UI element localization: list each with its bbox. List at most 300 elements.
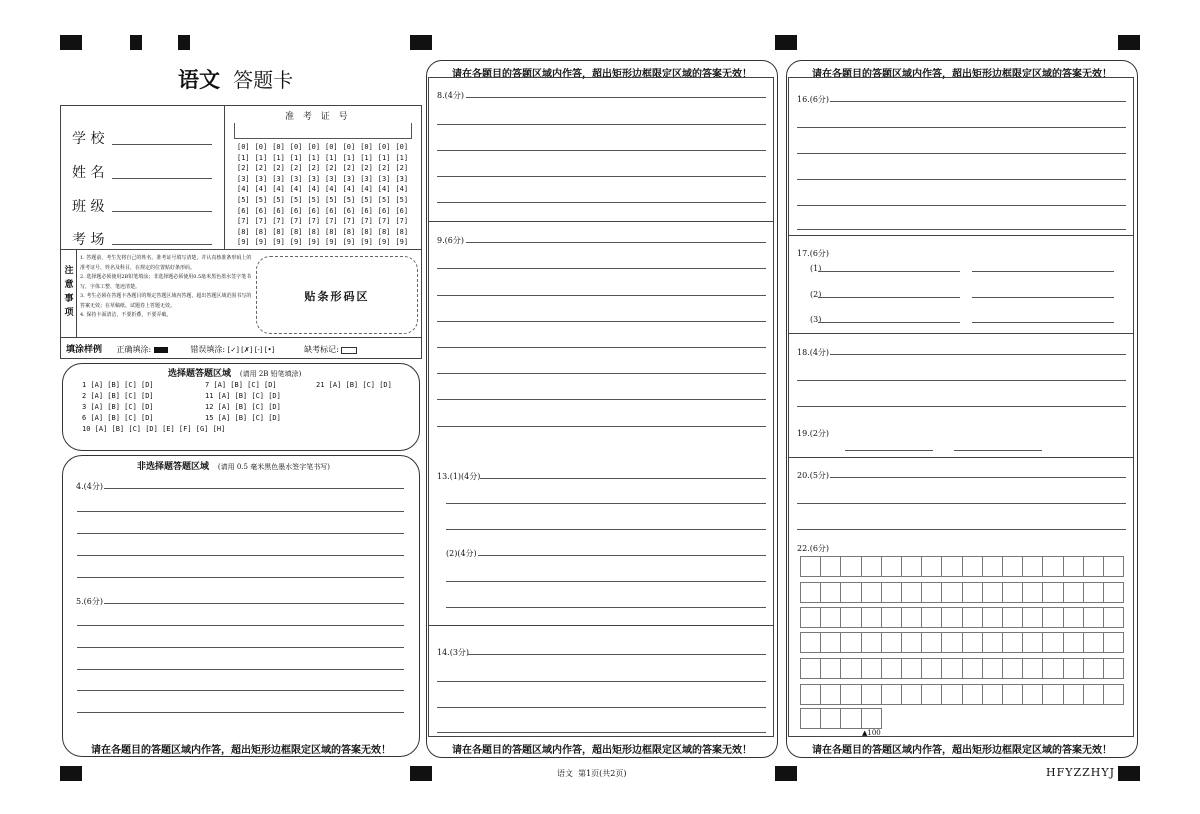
exam-id-bubble[interactable]: [9] xyxy=(360,238,373,247)
essay-grid-cell[interactable] xyxy=(1103,556,1124,577)
exam-id-digit-column[interactable] xyxy=(255,142,268,248)
essay-grid-cell[interactable] xyxy=(881,632,902,653)
essay-grid-cell[interactable] xyxy=(982,556,1003,577)
answer-line[interactable] xyxy=(446,529,766,530)
essay-grid-cell[interactable] xyxy=(1063,632,1084,653)
answer-line[interactable] xyxy=(437,681,766,682)
exam-id-bubble[interactable]: [5] xyxy=(289,195,303,204)
exam-id-bubble[interactable]: [6] xyxy=(342,206,356,215)
question-8-label: 8.(4分) xyxy=(437,91,464,100)
exam-id-bubble[interactable]: [0] xyxy=(377,143,391,151)
exam-id-digit-column[interactable] xyxy=(395,142,408,248)
exam-id-bubble[interactable]: [6] xyxy=(360,206,373,215)
exam-id-bubble[interactable]: [3] xyxy=(360,174,373,183)
exam-id-bubble[interactable]: [7] xyxy=(254,217,268,226)
answer-line[interactable] xyxy=(77,577,404,578)
exam-id-bubble[interactable]: [7] xyxy=(325,217,338,226)
exam-id-bubble[interactable]: [0] xyxy=(307,143,321,151)
essay-grid-cell[interactable] xyxy=(941,556,962,577)
essay-grid-cell[interactable] xyxy=(881,556,902,577)
exam-id-bubble[interactable]: [6] xyxy=(237,206,250,215)
exam-id-bubble[interactable]: [2] xyxy=(377,164,391,173)
essay-grid-cell[interactable] xyxy=(1103,658,1124,679)
essay-grid-cell[interactable] xyxy=(820,708,841,729)
exam-id-bubble[interactable]: [2] xyxy=(289,164,303,173)
essay-grid-cell[interactable] xyxy=(1022,556,1043,577)
absent-mark-box[interactable] xyxy=(341,347,357,354)
essay-grid-cell[interactable] xyxy=(1083,632,1104,653)
answer-line[interactable] xyxy=(437,202,766,203)
exam-id-bubble[interactable]: [2] xyxy=(395,164,409,173)
name-field[interactable] xyxy=(72,162,104,182)
essay-grid-cell[interactable] xyxy=(1103,607,1124,628)
exam-id-bubble[interactable]: [9] xyxy=(395,238,409,247)
warning-middle-top: 请在各题目的答题区域内作答，超出矩形边框限定区域的答案无效！ xyxy=(452,69,752,80)
exam-id-bubble[interactable]: [7] xyxy=(377,217,391,226)
essay-grid-cell[interactable] xyxy=(800,582,821,603)
essay-grid-cell[interactable] xyxy=(820,556,841,577)
exam-id-bubble[interactable]: [9] xyxy=(272,238,285,247)
essay-grid-cell[interactable] xyxy=(1002,556,1023,577)
essay-grid-cell[interactable] xyxy=(1042,658,1063,679)
exam-id-bubble[interactable]: [4] xyxy=(342,185,356,194)
essay-grid-cell[interactable] xyxy=(921,684,942,705)
essay-grid-cell[interactable] xyxy=(861,556,882,577)
essay-grid-cell[interactable] xyxy=(1083,607,1104,628)
essay-grid-cell[interactable] xyxy=(840,632,861,653)
essay-grid-cell[interactable] xyxy=(800,708,821,729)
choice-question-row[interactable]: 1 [A] [B] [C] [D] xyxy=(82,381,154,389)
essay-grid-cell[interactable] xyxy=(1002,658,1023,679)
exam-id-digit-column[interactable] xyxy=(325,142,338,248)
exam-id-bubble[interactable]: [3] xyxy=(377,174,391,183)
exam-id-bubble[interactable]: [4] xyxy=(360,185,373,194)
essay-grid-cell[interactable] xyxy=(840,556,861,577)
essay-grid-cell[interactable] xyxy=(941,684,962,705)
choice-question-row[interactable]: 2 [A] [B] [C] [D] xyxy=(82,392,154,400)
exam-id-bubble[interactable]: [4] xyxy=(272,185,285,194)
answer-line[interactable] xyxy=(437,176,766,177)
essay-grid-cell[interactable] xyxy=(1083,684,1104,705)
essay-grid-cell[interactable] xyxy=(861,658,882,679)
exam-id-digit-column[interactable] xyxy=(307,142,320,248)
essay-grid-cell[interactable] xyxy=(901,556,922,577)
exam-id-bubble[interactable]: [9] xyxy=(289,238,303,247)
room-input-line[interactable] xyxy=(112,244,212,245)
essay-grid-cell[interactable] xyxy=(941,658,962,679)
exam-id-bubble[interactable]: [0] xyxy=(325,143,338,151)
essay-grid-cell[interactable] xyxy=(962,684,983,705)
exam-id-bubble[interactable]: [6] xyxy=(395,206,409,215)
essay-grid-cell[interactable] xyxy=(1083,556,1104,577)
essay-grid-cell[interactable] xyxy=(1002,582,1023,603)
essay-grid-cell[interactable] xyxy=(1022,632,1043,653)
exam-id-bubble[interactable]: [7] xyxy=(342,217,356,226)
essay-grid-cell[interactable] xyxy=(982,658,1003,679)
exam-id-bubble[interactable]: [2] xyxy=(342,164,356,173)
answer-line[interactable] xyxy=(437,295,766,296)
answer-line[interactable] xyxy=(830,354,1126,355)
wrong-fill-icon: [✓] [✗] [-] [•] xyxy=(227,346,275,354)
answer-line[interactable] xyxy=(954,450,1042,451)
choice-question-row[interactable]: 3 [A] [B] [C] [D] xyxy=(82,403,154,411)
answer-line[interactable] xyxy=(77,625,404,626)
answer-line[interactable] xyxy=(797,153,1126,154)
choice-question-row[interactable]: 21 [A] [B] [C] [D] xyxy=(316,381,392,389)
answer-line[interactable] xyxy=(797,229,1126,230)
exam-id-bubble[interactable]: [6] xyxy=(289,206,303,215)
essay-grid-cell[interactable] xyxy=(962,658,983,679)
answer-line[interactable] xyxy=(437,373,766,374)
exam-id-bubble[interactable]: [9] xyxy=(307,238,321,247)
exam-id-bubble[interactable]: [3] xyxy=(325,174,338,183)
essay-grid-cell[interactable] xyxy=(1103,582,1124,603)
exam-id-bubble[interactable]: [2] xyxy=(254,164,268,173)
exam-id-bubble[interactable]: [6] xyxy=(377,206,391,215)
exam-id-digit-column[interactable] xyxy=(290,142,303,248)
exam-id-bubble[interactable]: [1] xyxy=(254,153,268,162)
essay-grid-cell[interactable] xyxy=(800,556,821,577)
exam-id-bubble[interactable]: [4] xyxy=(377,185,391,194)
exam-id-bubble[interactable]: [3] xyxy=(237,174,250,183)
exam-id-bubble[interactable]: [1] xyxy=(325,153,338,162)
exam-id-bubble[interactable]: [3] xyxy=(254,174,268,183)
exam-id-bubble[interactable]: [4] xyxy=(307,185,321,194)
essay-grid-cell[interactable] xyxy=(820,632,841,653)
exam-id-digit-column[interactable] xyxy=(272,142,285,248)
essay-grid-cell[interactable] xyxy=(861,708,882,729)
essay-grid-cell[interactable] xyxy=(941,607,962,628)
exam-id-bubble[interactable]: [6] xyxy=(307,206,321,215)
essay-grid-cell[interactable] xyxy=(820,658,841,679)
answer-line[interactable] xyxy=(437,347,766,348)
exam-id-bubble[interactable]: [6] xyxy=(254,206,268,215)
essay-grid-cell[interactable] xyxy=(800,684,821,705)
answer-line[interactable] xyxy=(437,321,766,322)
exam-id-bubble[interactable]: [8] xyxy=(360,227,373,236)
essay-grid-cell[interactable] xyxy=(840,708,861,729)
answer-line[interactable] xyxy=(468,654,766,655)
essay-grid-cell[interactable] xyxy=(840,582,861,603)
essay-grid-cell[interactable] xyxy=(921,556,942,577)
essay-grid-cell[interactable] xyxy=(921,607,942,628)
exam-id-bubble[interactable]: [9] xyxy=(254,238,268,247)
answer-line[interactable] xyxy=(797,205,1126,206)
word-count-marker: ▲100 xyxy=(862,729,881,737)
exam-id-bubble[interactable]: [4] xyxy=(237,185,250,194)
essay-grid-cell[interactable] xyxy=(921,658,942,679)
exam-id-bubble[interactable]: [5] xyxy=(237,195,250,204)
essay-grid-cell[interactable] xyxy=(800,632,821,653)
exam-id-bubble[interactable]: [0] xyxy=(272,143,285,151)
answer-line[interactable] xyxy=(437,399,766,400)
essay-grid-cell[interactable] xyxy=(1083,582,1104,603)
registration-mark xyxy=(775,766,797,781)
exam-id-digit-column[interactable] xyxy=(237,142,250,248)
essay-grid-cell[interactable] xyxy=(800,607,821,628)
exam-id-bubble[interactable]: [3] xyxy=(272,174,285,183)
registration-mark xyxy=(410,35,432,50)
essay-grid-cell[interactable] xyxy=(941,582,962,603)
essay-grid-cell[interactable] xyxy=(901,684,922,705)
exam-id-bubble[interactable]: [0] xyxy=(360,143,373,151)
essay-grid-cell[interactable] xyxy=(1103,684,1124,705)
answer-line[interactable] xyxy=(830,101,1126,102)
warning-right-bottom: 请在各题目的答题区域内作答，超出矩形边框限定区域的答案无效！ xyxy=(812,745,1112,756)
essay-grid-cell[interactable] xyxy=(962,632,983,653)
choice-question-row[interactable]: 6 [A] [B] [C] [D] xyxy=(82,414,154,422)
class-input-line[interactable] xyxy=(112,211,212,212)
exam-id-bubble[interactable]: [5] xyxy=(342,195,356,204)
exam-id-label: 准 考 证 号 xyxy=(285,112,351,122)
exam-id-bubble[interactable]: [8] xyxy=(237,227,250,236)
essay-grid-cell[interactable] xyxy=(840,607,861,628)
choice-question-row[interactable]: 15 [A] [B] [C] [D] xyxy=(205,414,281,422)
exam-id-digit-column[interactable] xyxy=(360,142,373,248)
exam-id-bubble[interactable]: [1] xyxy=(395,153,409,162)
exam-id-bubble[interactable]: [8] xyxy=(272,227,285,236)
exam-id-bubble[interactable]: [3] xyxy=(307,174,321,183)
exam-id-bubble[interactable]: [1] xyxy=(272,153,285,162)
essay-grid-cell[interactable] xyxy=(921,632,942,653)
essay-grid-cell[interactable] xyxy=(1022,658,1043,679)
answer-line[interactable] xyxy=(77,669,404,670)
essay-grid-cell[interactable] xyxy=(982,607,1003,628)
name-label: 姓 名 xyxy=(72,165,105,181)
answer-line[interactable] xyxy=(437,426,766,427)
essay-grid-cell[interactable] xyxy=(1083,658,1104,679)
notes-label: 注 意 事 项 xyxy=(64,266,74,318)
essay-grid-cell[interactable] xyxy=(1002,632,1023,653)
answer-line[interactable] xyxy=(77,555,404,556)
essay-grid-cell[interactable] xyxy=(881,684,902,705)
essay-grid-cell[interactable] xyxy=(820,607,841,628)
exam-id-bubble[interactable]: [6] xyxy=(272,206,285,215)
exam-id-bubble[interactable]: [0] xyxy=(254,143,268,151)
exam-id-bubble[interactable]: [5] xyxy=(377,195,391,204)
essay-grid-cell[interactable] xyxy=(881,607,902,628)
exam-id-bubble[interactable]: [1] xyxy=(307,153,321,162)
essay-grid-cell[interactable] xyxy=(982,632,1003,653)
exam-id-bubble[interactable]: [0] xyxy=(395,143,409,151)
exam-id-bubble[interactable]: [4] xyxy=(395,185,409,194)
essay-grid-cell[interactable] xyxy=(861,632,882,653)
essay-grid-cell[interactable] xyxy=(840,684,861,705)
essay-grid-cell[interactable] xyxy=(962,582,983,603)
exam-id-bubble[interactable]: [1] xyxy=(342,153,356,162)
essay-grid-cell[interactable] xyxy=(1022,607,1043,628)
exam-id-bubble[interactable]: [0] xyxy=(237,143,250,151)
essay-grid-cell[interactable] xyxy=(982,582,1003,603)
essay-grid-cell[interactable] xyxy=(1002,684,1023,705)
answer-line[interactable] xyxy=(446,607,766,608)
essay-grid-cell[interactable] xyxy=(881,658,902,679)
essay-grid-cell[interactable] xyxy=(861,607,882,628)
exam-id-bubble[interactable]: [7] xyxy=(237,217,250,226)
exam-id-bubble[interactable]: [3] xyxy=(342,174,356,183)
answer-line[interactable] xyxy=(797,406,1126,407)
answer-line[interactable] xyxy=(478,555,766,556)
class-field[interactable] xyxy=(72,196,104,216)
essay-grid-cell[interactable] xyxy=(861,684,882,705)
answer-line[interactable] xyxy=(972,322,1114,323)
answer-line[interactable] xyxy=(480,478,766,479)
answer-line[interactable] xyxy=(797,179,1126,180)
exam-id-bubble[interactable]: [8] xyxy=(254,227,268,236)
essay-grid-cell[interactable] xyxy=(901,582,922,603)
exam-id-bubble[interactable]: [2] xyxy=(325,164,338,173)
answer-line[interactable] xyxy=(845,450,933,451)
essay-grid-cell[interactable] xyxy=(901,607,922,628)
exam-id-bubble[interactable]: [3] xyxy=(395,174,409,183)
essay-grid-cell[interactable] xyxy=(820,684,841,705)
exam-id-bubble[interactable]: [8] xyxy=(395,227,409,236)
exam-id-digit-column[interactable] xyxy=(343,142,356,248)
name-input-line[interactable] xyxy=(112,178,212,179)
exam-id-bubble[interactable]: [4] xyxy=(254,185,268,194)
answer-line[interactable] xyxy=(104,603,404,604)
exam-id-bubble[interactable]: [1] xyxy=(360,153,373,162)
exam-id-bubble[interactable]: [7] xyxy=(307,217,321,226)
answer-line[interactable] xyxy=(77,690,404,691)
exam-id-bubble[interactable]: [0] xyxy=(342,143,356,151)
essay-grid-cell[interactable] xyxy=(1042,632,1063,653)
answer-line[interactable] xyxy=(818,271,960,272)
essay-grid-cell[interactable] xyxy=(1063,658,1084,679)
exam-id-bubble[interactable]: [5] xyxy=(395,195,409,204)
exam-id-bubble[interactable]: [4] xyxy=(289,185,303,194)
answer-line[interactable] xyxy=(77,511,404,512)
essay-grid-cell[interactable] xyxy=(840,658,861,679)
essay-grid-cell[interactable] xyxy=(1063,684,1084,705)
essay-grid-cell[interactable] xyxy=(901,632,922,653)
essay-grid-cell[interactable] xyxy=(982,684,1003,705)
answer-line[interactable] xyxy=(972,297,1114,298)
exam-id-bubble[interactable]: [9] xyxy=(237,238,250,247)
choice-question-row[interactable]: 12 [A] [B] [C] [D] xyxy=(205,403,281,411)
essay-grid-cell[interactable] xyxy=(881,582,902,603)
answer-line[interactable] xyxy=(830,477,1126,478)
answer-line[interactable] xyxy=(77,647,404,648)
essay-grid-cell[interactable] xyxy=(1042,556,1063,577)
exam-id-bubble[interactable]: [5] xyxy=(254,195,268,204)
answer-line[interactable] xyxy=(972,271,1114,272)
exam-id-bubble[interactable]: [5] xyxy=(272,195,285,204)
answer-line[interactable] xyxy=(437,707,766,708)
exam-id-bubble[interactable]: [5] xyxy=(325,195,338,204)
exam-id-bubble[interactable]: [8] xyxy=(289,227,303,236)
exam-id-bubble[interactable]: [5] xyxy=(360,195,373,204)
exam-id-bubble[interactable]: [8] xyxy=(325,227,338,236)
school-field[interactable] xyxy=(72,128,104,148)
exam-id-digit-column[interactable] xyxy=(378,142,391,248)
exam-id-bubble[interactable]: [1] xyxy=(289,153,303,162)
exam-id-bubble[interactable]: [8] xyxy=(377,227,391,236)
exam-id-bubble[interactable]: [7] xyxy=(272,217,285,226)
question-4-label: 4.(4分) xyxy=(76,482,103,491)
answer-line[interactable] xyxy=(446,503,766,504)
essay-grid-cell[interactable] xyxy=(861,582,882,603)
exam-id-bubble[interactable]: [2] xyxy=(307,164,321,173)
exam-id-bubble[interactable]: [4] xyxy=(325,185,338,194)
essay-grid-cell[interactable] xyxy=(1063,607,1084,628)
essay-grid-cell[interactable] xyxy=(1042,684,1063,705)
essay-grid-cell[interactable] xyxy=(800,658,821,679)
answer-line[interactable] xyxy=(77,533,404,534)
answer-line[interactable] xyxy=(797,380,1126,381)
exam-id-bubble[interactable]: [9] xyxy=(325,238,338,247)
registration-mark xyxy=(60,766,82,781)
warning-middle-bottom: 请在各题目的答题区域内作答，超出矩形边框限定区域的答案无效！ xyxy=(452,745,752,756)
answer-line[interactable] xyxy=(466,242,766,243)
exam-id-bubble[interactable]: [2] xyxy=(272,164,285,173)
school-input-line[interactable] xyxy=(112,144,212,145)
essay-grid-cell[interactable] xyxy=(921,582,942,603)
essay-grid-cell[interactable] xyxy=(901,658,922,679)
exam-id-bubble[interactable]: [6] xyxy=(325,206,338,215)
essay-grid-cell[interactable] xyxy=(1022,582,1043,603)
exam-id-bubble[interactable]: [5] xyxy=(307,195,321,204)
answer-line[interactable] xyxy=(797,503,1126,504)
essay-grid-cell[interactable] xyxy=(820,582,841,603)
exam-id-bubble[interactable]: [1] xyxy=(377,153,391,162)
exam-id-bubble[interactable]: [2] xyxy=(237,164,250,173)
room-field[interactable] xyxy=(72,229,104,249)
essay-grid-cell[interactable] xyxy=(1022,684,1043,705)
choice-question-row[interactable]: 7 [A] [B] [C] [D] xyxy=(205,381,277,389)
exam-id-bubble[interactable]: [7] xyxy=(360,217,373,226)
answer-line[interactable] xyxy=(797,127,1126,128)
exam-id-bubble[interactable]: [8] xyxy=(307,227,321,236)
answer-line[interactable] xyxy=(446,581,766,582)
essay-grid-cell[interactable] xyxy=(941,632,962,653)
barcode-label: 贴条形码区 xyxy=(304,290,370,303)
exam-id-bubble[interactable]: [0] xyxy=(289,143,303,151)
exam-id-bubble[interactable]: [9] xyxy=(377,238,391,247)
exam-id-bubble[interactable]: [3] xyxy=(289,174,303,183)
exam-id-bubble[interactable]: [2] xyxy=(360,164,373,173)
essay-grid-cell[interactable] xyxy=(1063,582,1084,603)
warning-right-top: 请在各题目的答题区域内作答，超出矩形边框限定区域的答案无效！ xyxy=(812,69,1112,80)
exam-id-bubble[interactable]: [7] xyxy=(395,217,409,226)
answer-line[interactable] xyxy=(818,297,960,298)
answer-line[interactable] xyxy=(818,322,960,323)
answer-line[interactable] xyxy=(437,268,766,269)
question-20-label: 20.(5分) xyxy=(797,471,830,480)
essay-grid-cell[interactable] xyxy=(1103,632,1124,653)
exam-id-bubble[interactable]: [9] xyxy=(342,238,356,247)
essay-grid-cell[interactable] xyxy=(962,607,983,628)
answer-line[interactable] xyxy=(437,732,766,733)
answer-line[interactable] xyxy=(437,150,766,151)
answer-line[interactable] xyxy=(797,529,1126,530)
answer-line[interactable] xyxy=(104,488,404,489)
question-22-label: 22.(6分) xyxy=(797,544,830,553)
essay-grid-cell[interactable] xyxy=(962,556,983,577)
essay-grid-cell[interactable] xyxy=(1042,582,1063,603)
choice-question-row[interactable]: 11 [A] [B] [C] [D] xyxy=(205,392,281,400)
answer-line[interactable] xyxy=(437,124,766,125)
essay-grid-cell[interactable] xyxy=(1042,607,1063,628)
exam-id-bubble[interactable]: [1] xyxy=(237,153,250,162)
exam-id-bubble[interactable]: [7] xyxy=(289,217,303,226)
answer-line[interactable] xyxy=(466,97,766,98)
essay-grid-cell[interactable] xyxy=(1063,556,1084,577)
essay-grid-cell[interactable] xyxy=(1002,607,1023,628)
answer-line[interactable] xyxy=(77,712,404,713)
choice-question-row[interactable]: 10 [A] [B] [C] [D] [E] [F] [G] [H] xyxy=(82,425,226,433)
exam-id-bubble[interactable]: [8] xyxy=(342,227,356,236)
